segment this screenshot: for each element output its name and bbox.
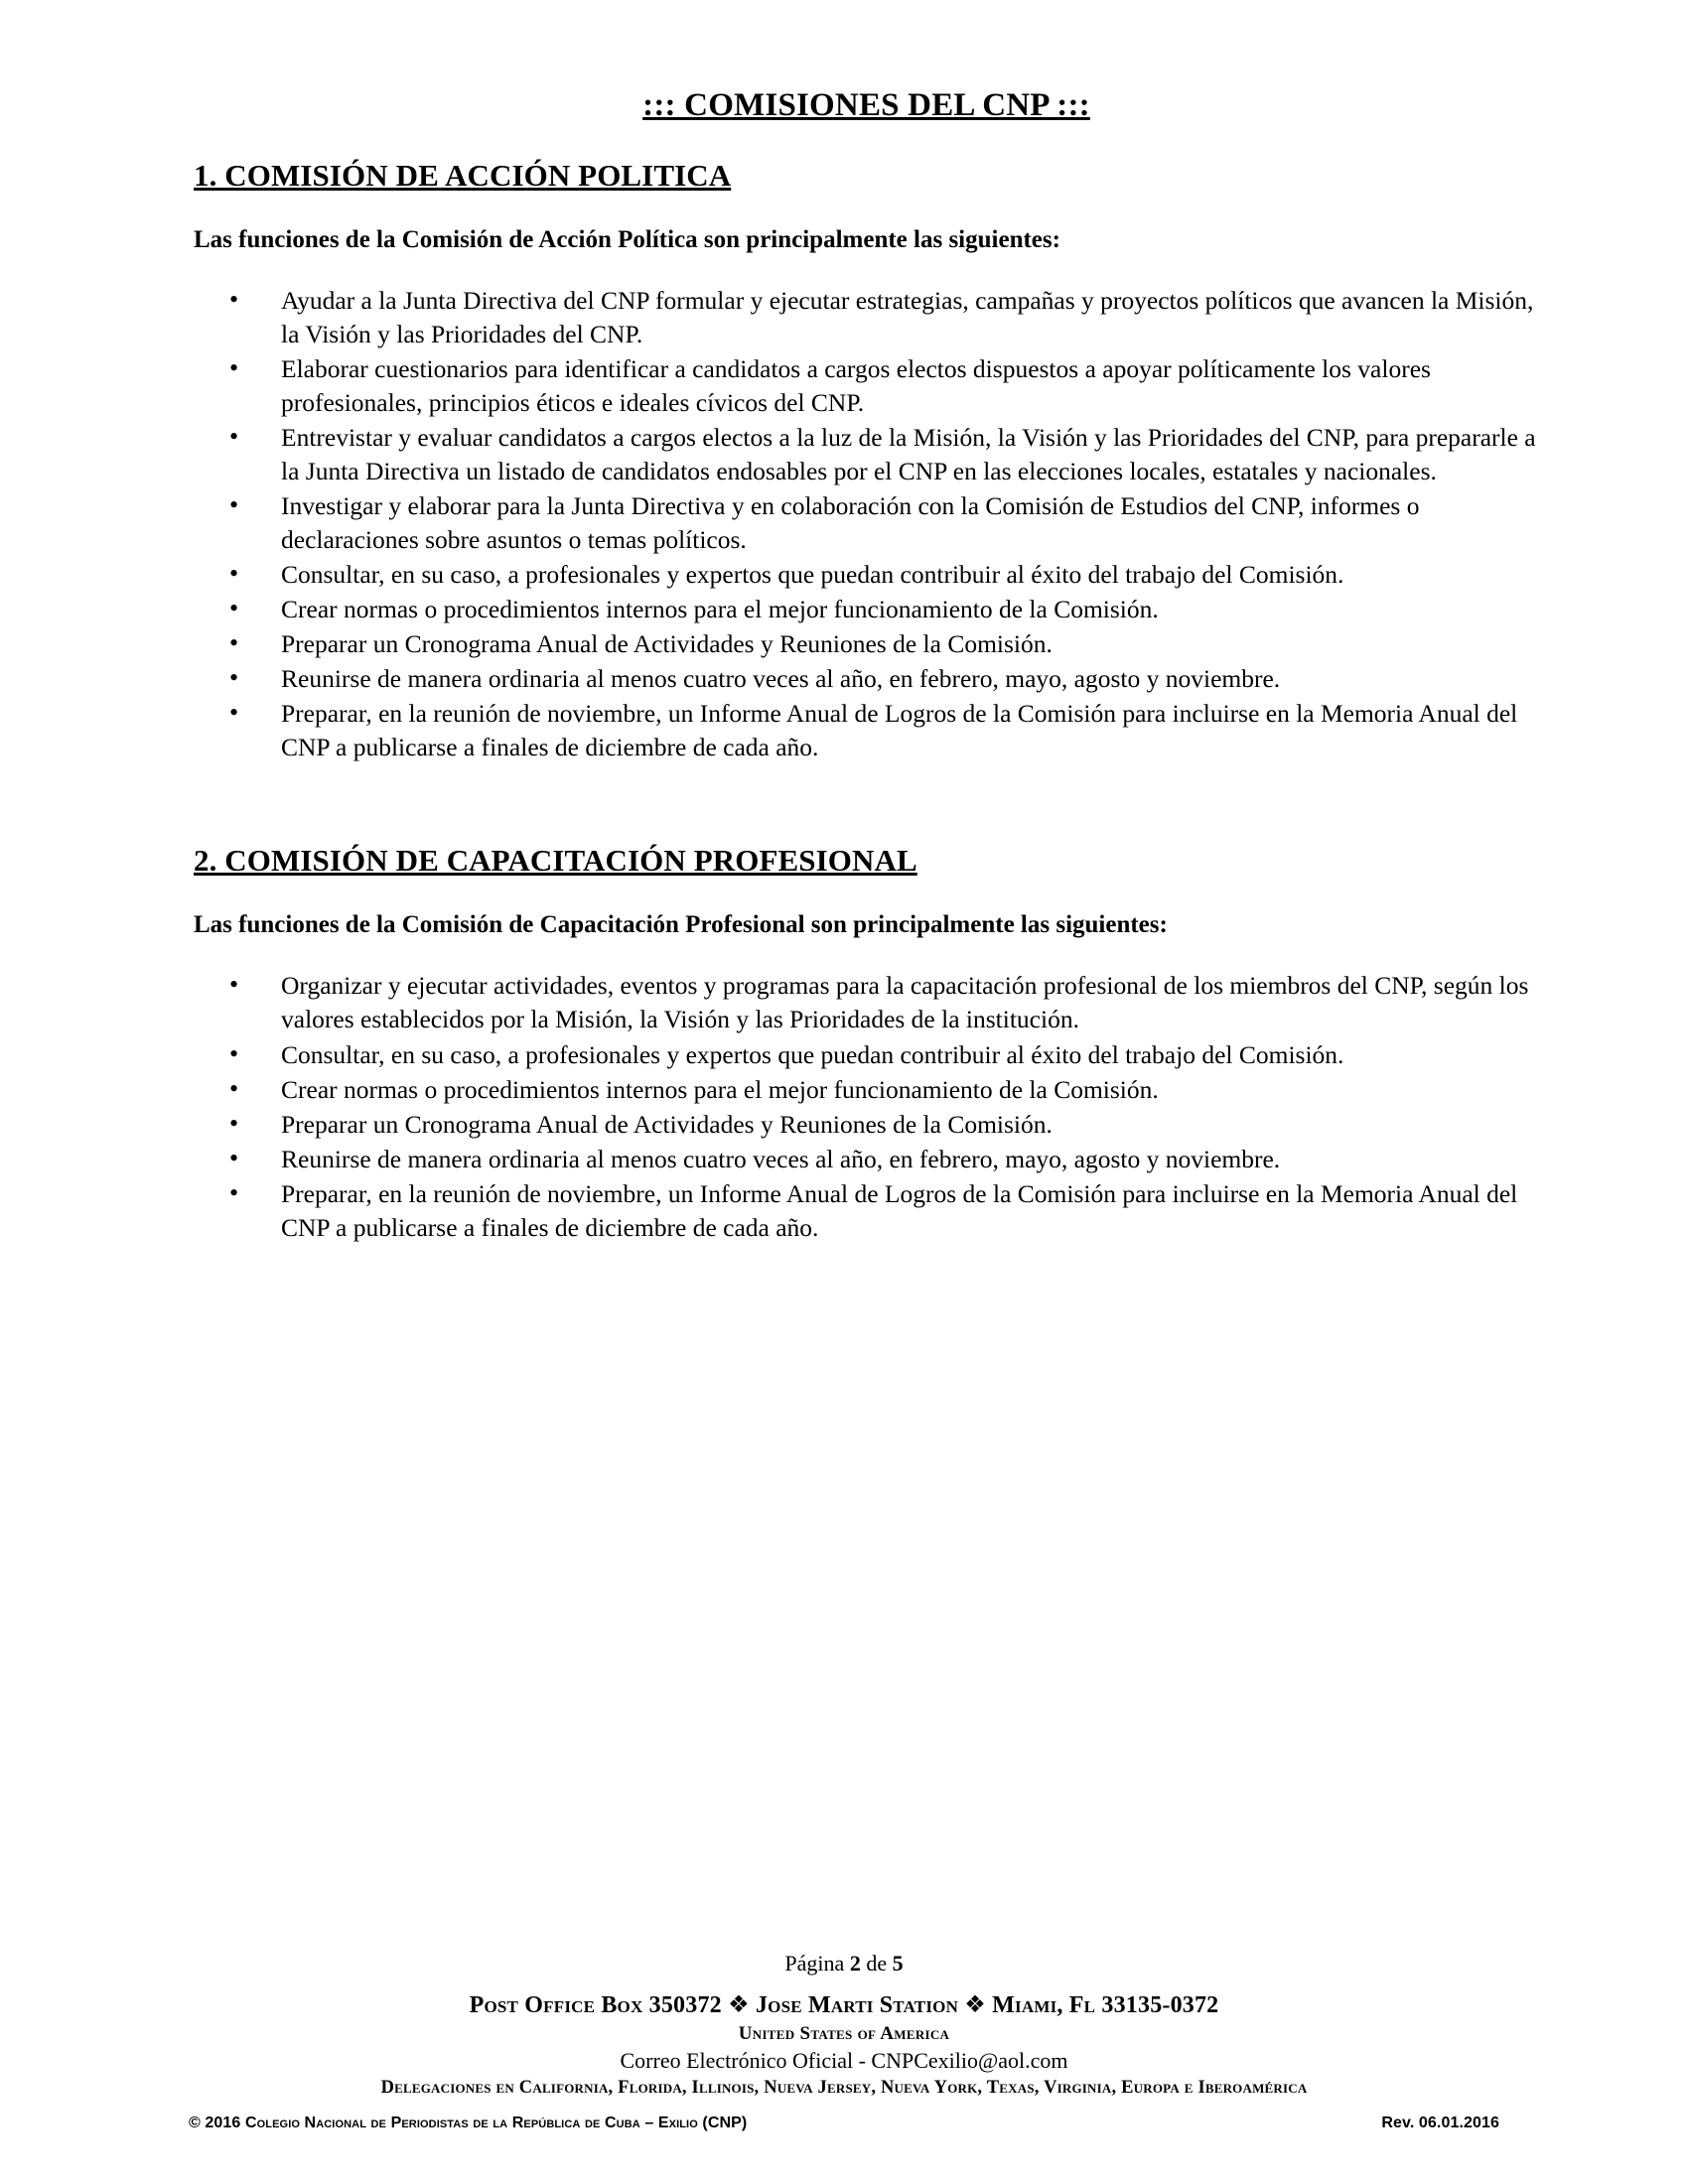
list-item: [194, 558, 1539, 592]
list-item: [194, 697, 1539, 764]
footer-bottom-bar: [0, 2115, 1688, 2132]
footer-revision: Rev. 06.01.2016: [1381, 2115, 1499, 2131]
page-number: [0, 1951, 1688, 1977]
list-item-text: Preparar, en la reunión de noviembre, un Informe Anual de Logros de la Comisión para incluirse en la Memoria Anual del CNP a publicarse a finales de diciembre de cada año.: [281, 1178, 1518, 1242]
footer-station: Jose Marti Station: [749, 1992, 965, 2018]
list-item-text: Organizar y ejecutar actividades, eventos y programas para la capacitación profesional de los miembros del CNP, según los valores establecidos por la Misión, la Visión y las Prioridades de la institución.: [281, 971, 1529, 1034]
list-item-text: Preparar un Cronograma Anual de Actividades y Reuniones de la Comisión.: [281, 629, 1053, 659]
bullet-icon: •: [229, 1143, 239, 1172]
list-item: [194, 1108, 1539, 1142]
list-item-text: Consultar, en su caso, a profesionales y expertos que puedan contribuir al éxito del trabajo del Comisión.: [281, 560, 1344, 590]
section-intro: Las funciones de la Comisión de Capacitación Profesional son principalmente las siguientes:: [194, 911, 1168, 939]
bullet-icon: •: [229, 970, 239, 1000]
list-item: [194, 1073, 1539, 1107]
page-title-text: ::: COMISIONES DEL CNP :::: [642, 87, 1090, 123]
list-item: [194, 662, 1539, 696]
diamond-icon: ❖: [964, 1992, 986, 2018]
list-item-text: Reunirse de manera ordinaria al menos cuatro veces al año, en febrero, mayo, agosto y noviembre.: [281, 1144, 1281, 1173]
spacer: [194, 124, 1539, 158]
bullet-icon: •: [229, 663, 239, 693]
bullet-list: [194, 284, 1539, 764]
list-item: [194, 1177, 1539, 1245]
bullet-icon: •: [229, 490, 239, 520]
list-item: [194, 1143, 1539, 1176]
section-heading: 2. COMISIÓN DE CAPACITACIÓN PROFESIONAL: [194, 843, 917, 879]
spacer: [194, 941, 1539, 969]
bullet-icon: •: [229, 698, 239, 728]
bullet-icon: •: [229, 559, 239, 589]
footer-email-line: Correo Electrónico Oficial - CNPCexilio@aol.com: [620, 2048, 1068, 2073]
list-item: [194, 421, 1539, 488]
bullet-icon: •: [229, 1038, 239, 1068]
page-number-separator: de: [860, 1951, 893, 1976]
footer-city-state-zip: Miami, Fl 33135-0372: [985, 1992, 1219, 2018]
bullet-icon: •: [229, 285, 239, 314]
footer-address-line-1: [0, 1990, 1688, 2019]
page-number-current: 2: [849, 1951, 861, 1976]
list-item-text: Consultar, en su caso, a profesionales y expertos que puedan contribuir al éxito del trabajo del Comisión.: [281, 1039, 1344, 1069]
page-number-prefix: Página: [784, 1951, 850, 1976]
list-item: [194, 593, 1539, 626]
list-item-text: Reunirse de manera ordinaria al menos cuatro veces al año, en febrero, mayo, agosto y noviembre.: [281, 664, 1281, 694]
page-title: [194, 87, 1539, 124]
footer-po-box: Post Office Box 350372: [469, 1992, 729, 2018]
bullet-list: [194, 969, 1539, 1244]
footer-country: United States of America: [738, 2023, 950, 2044]
list-item-text: Entrevistar y evaluar candidatos a cargos electos a la luz de la Misión, la Visión y las Prioridades del CNP, para prepararle a la Junta Directiva un listado de candidatos endosables por el CNP en las elecciones locales, estatales y nacionales.: [281, 423, 1536, 486]
section-heading: 1. COMISIÓN DE ACCIÓN POLITICA: [194, 158, 732, 193]
list-item: [194, 1038, 1539, 1072]
spacer: [194, 194, 1539, 223]
list-item-text: Preparar, en la reunión de noviembre, un Informe Anual de Logros de la Comisión para incluirse en la Memoria Anual del CNP a publicarse a finales de diciembre de cada año.: [281, 699, 1518, 762]
list-item: [194, 284, 1539, 351]
page-footer: [0, 1951, 1688, 2132]
bullet-icon: •: [229, 422, 239, 452]
section-intro: Las funciones de la Comisión de Acción Política son principalmente las siguientes:: [194, 226, 1060, 253]
bullet-icon: •: [229, 1073, 239, 1103]
footer-copyright: © 2016 Colegio Nacional de Periodistas de la República de Cuba – Exilio (CNP): [189, 2115, 748, 2131]
list-item: [194, 627, 1539, 661]
bullet-icon: •: [229, 628, 239, 658]
spacer: [194, 765, 1539, 843]
section-accion-politica: [194, 158, 1539, 764]
footer-delegations: Delegaciones en California, Florida, Illinois, Nueva Jersey, Nueva York, Texas, Virginia, Europa e Iberoamérica: [380, 2078, 1308, 2098]
spacer: [194, 879, 1539, 908]
diamond-icon: ❖: [728, 1992, 750, 2018]
list-item: [194, 489, 1539, 557]
list-item: [194, 969, 1539, 1036]
list-item-text: Preparar un Cronograma Anual de Actividades y Reuniones de la Comisión.: [281, 1109, 1053, 1139]
list-item-text: Ayudar a la Junta Directiva del CNP formular y ejecutar estrategias, campañas y proyectos políticos que avancen la Misión, la Visión y las Prioridades del CNP.: [281, 286, 1534, 349]
bullet-icon: •: [229, 1177, 239, 1207]
list-item-text: Crear normas o procedimientos internos para el mejor funcionamiento de la Comisión.: [281, 595, 1159, 624]
spacer: [194, 256, 1539, 284]
bullet-icon: •: [229, 1108, 239, 1138]
list-item-text: Elaborar cuestionarios para identificar a candidatos a cargos electos dispuestos a apoyar políticamente los valores profesionales, principios éticos e ideales cívicos del CNP.: [281, 354, 1431, 418]
bullet-icon: •: [229, 353, 239, 383]
section-capacitacion-profesional: [194, 843, 1539, 1244]
page-number-total: 5: [892, 1951, 904, 1976]
list-item-text: Crear normas o procedimientos internos para el mejor funcionamiento de la Comisión.: [281, 1074, 1159, 1104]
list-item-text: Investigar y elaborar para la Junta Directiva y en colaboración con la Comisión de Estudios del CNP, informes o declaraciones sobre asuntos o temas políticos.: [281, 491, 1420, 555]
bullet-icon: •: [229, 594, 239, 623]
list-item: [194, 352, 1539, 420]
